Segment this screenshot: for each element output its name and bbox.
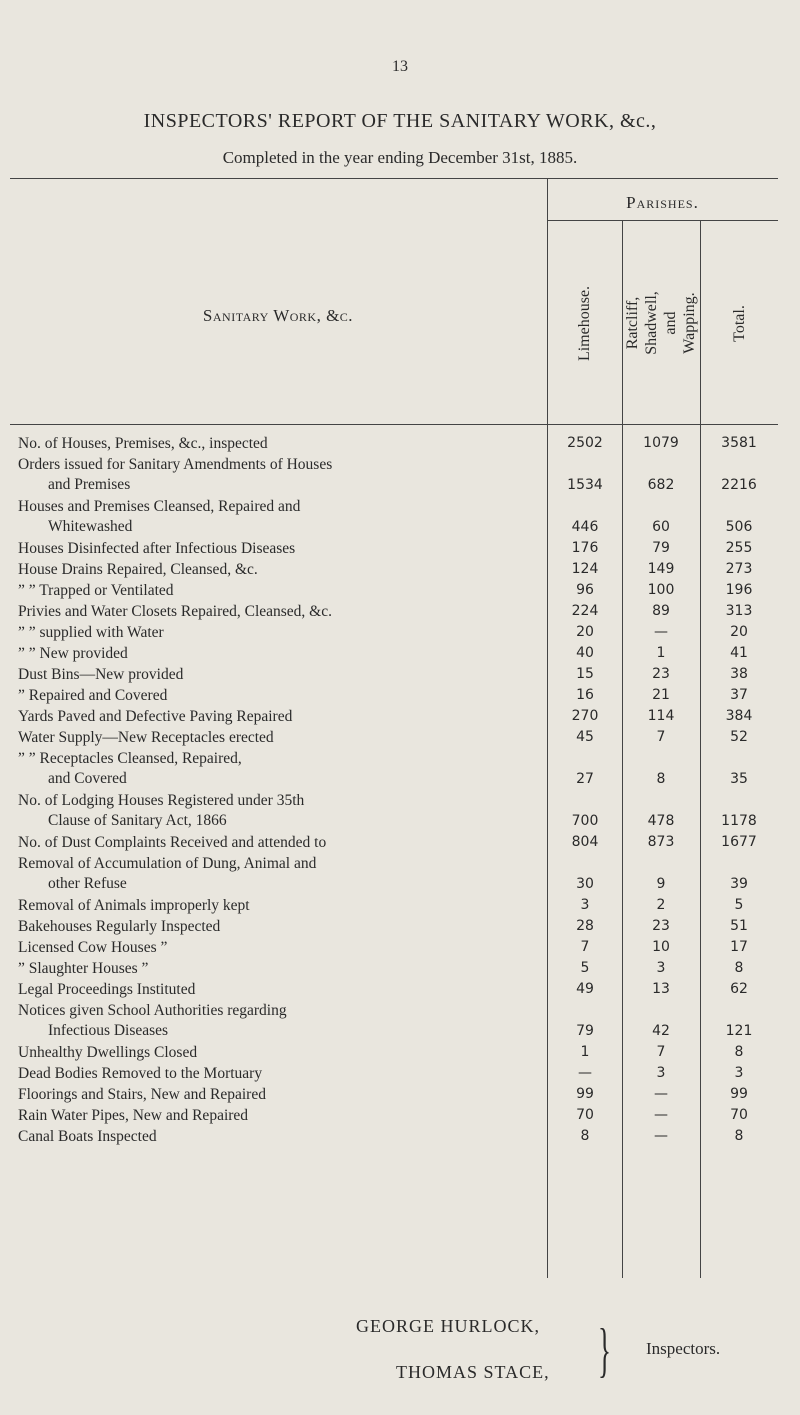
cell-c1: 176 bbox=[571, 540, 599, 556]
cell-c2: 7 bbox=[656, 729, 666, 745]
cell-c2: 3 bbox=[656, 1065, 666, 1081]
cell-c3: 8 bbox=[734, 1128, 744, 1144]
table-row bbox=[10, 959, 778, 980]
row-label: Floorings and Stairs, New and Repaired bbox=[18, 1086, 266, 1103]
cell-c3: 41 bbox=[730, 645, 748, 661]
table-row bbox=[10, 644, 778, 665]
cell-c1: 7 bbox=[580, 939, 590, 955]
cell-c1: 96 bbox=[576, 582, 594, 598]
cell-c3: 51 bbox=[730, 918, 748, 934]
cell-c1: 8 bbox=[580, 1128, 590, 1144]
cell-c2: — bbox=[654, 1128, 668, 1144]
brace-icon: } bbox=[598, 1317, 611, 1383]
row-label: Yards Paved and Defective Paving Repaired bbox=[18, 708, 293, 725]
cell-c2: 10 bbox=[652, 939, 670, 955]
sanitary-work-header: Sanitary Work, &c. bbox=[202, 306, 354, 325]
parishes-header: Parishes. bbox=[626, 193, 699, 212]
table-row bbox=[10, 896, 778, 917]
row-label: ” ” supplied with Water bbox=[18, 624, 164, 641]
cell-c2: 2 bbox=[656, 897, 666, 913]
cell-c3: 506 bbox=[725, 519, 753, 535]
row-label: Legal Proceedings Instituted bbox=[18, 981, 196, 998]
table-row bbox=[10, 1106, 778, 1127]
col-limehouse-header: Limehouse. bbox=[576, 285, 593, 361]
cell-c2: 3 bbox=[656, 960, 666, 976]
row-label: ” ” Trapped or Ventilated bbox=[18, 582, 174, 599]
cell-c1: 124 bbox=[571, 561, 599, 577]
table-row bbox=[10, 665, 778, 686]
row-label: Water Supply—New Receptacles erected bbox=[18, 729, 274, 746]
cell-c2: 114 bbox=[647, 708, 675, 724]
row-label: No. of Lodging Houses Registered under 35th Clause of Sanitary Act, 1866 bbox=[18, 792, 305, 829]
cell-c1: 1534 bbox=[567, 477, 603, 493]
cell-c2: 873 bbox=[647, 834, 675, 850]
cell-c1: 15 bbox=[576, 666, 594, 682]
cell-c3: 121 bbox=[725, 1023, 753, 1039]
cell-c3: 2216 bbox=[721, 477, 757, 493]
row-label: No. of Houses, Premises, &c., inspected bbox=[18, 435, 268, 452]
cell-c1: 5 bbox=[580, 960, 590, 976]
row-label: Removal of Accumulation of Dung, Animal and other Refuse bbox=[18, 855, 317, 892]
cell-c2: 1 bbox=[656, 645, 666, 661]
row-label: Orders issued for Sanitary Amendments of Houses and Premises bbox=[18, 456, 333, 493]
sanitary-work-table bbox=[10, 178, 778, 1278]
row-label: Licensed Cow Houses ” bbox=[18, 939, 168, 956]
cell-c2: 682 bbox=[647, 477, 675, 493]
cell-c2: 89 bbox=[652, 603, 670, 619]
cell-c1: 3 bbox=[580, 897, 590, 913]
table-row bbox=[10, 917, 778, 938]
cell-c2: 1079 bbox=[643, 435, 679, 451]
cell-c2: 60 bbox=[652, 519, 670, 535]
row-label: No. of Dust Complaints Received and attended to bbox=[18, 834, 327, 851]
table-row bbox=[10, 1127, 778, 1148]
cell-c1: — bbox=[578, 1065, 592, 1081]
cell-c1: 28 bbox=[576, 918, 594, 934]
cell-c3: 62 bbox=[730, 981, 748, 997]
report-title: INSPECTORS' REPORT OF THE SANITARY WORK, &c., bbox=[143, 110, 657, 132]
page-number: 13 bbox=[392, 58, 408, 75]
cell-c3: 35 bbox=[730, 771, 748, 787]
col-ratcliff-header: Ratcliff, Shadwell, and Wapping. bbox=[624, 291, 698, 355]
signature-stace: THOMAS STACE, bbox=[396, 1362, 550, 1382]
cell-c3: 39 bbox=[730, 876, 748, 892]
cell-c1: 16 bbox=[576, 687, 594, 703]
row-label: ” Slaughter Houses ” bbox=[18, 960, 149, 977]
signature-hurlock: GEORGE HURLOCK, bbox=[356, 1316, 540, 1336]
cell-c2: 100 bbox=[647, 582, 675, 598]
cell-c3: 52 bbox=[730, 729, 748, 745]
cell-c3: 99 bbox=[730, 1086, 748, 1102]
cell-c2: 21 bbox=[652, 687, 670, 703]
cell-c2: — bbox=[654, 624, 668, 640]
table-row bbox=[10, 728, 778, 749]
cell-c3: 313 bbox=[725, 603, 753, 619]
cell-c2: 478 bbox=[647, 813, 675, 829]
row-label: Bakehouses Regularly Inspected bbox=[18, 918, 221, 935]
table-row bbox=[10, 539, 778, 560]
cell-c2: 13 bbox=[652, 981, 670, 997]
cell-c2: 149 bbox=[647, 561, 675, 577]
cell-c1: 79 bbox=[576, 1023, 594, 1039]
table-row bbox=[10, 686, 778, 707]
row-label: ” ” Receptacles Cleansed, Repaired, and Covered bbox=[18, 750, 242, 787]
cell-c3: 37 bbox=[730, 687, 748, 703]
table-row bbox=[10, 707, 778, 728]
table-row bbox=[10, 455, 778, 497]
cell-c2: 9 bbox=[656, 876, 666, 892]
row-label: Canal Boats Inspected bbox=[18, 1128, 157, 1145]
cell-c1: 99 bbox=[576, 1086, 594, 1102]
cell-c3: 20 bbox=[730, 624, 748, 640]
cell-c2: 42 bbox=[652, 1023, 670, 1039]
cell-c3: 70 bbox=[730, 1107, 748, 1123]
inspectors-label: Inspectors. bbox=[646, 1339, 721, 1358]
cell-c1: 70 bbox=[576, 1107, 594, 1123]
cell-c2: — bbox=[654, 1107, 668, 1123]
row-label: Unhealthy Dwellings Closed bbox=[18, 1044, 198, 1061]
row-label: Notices given School Authorities regarding Infectious Diseases bbox=[18, 1002, 287, 1039]
table-row bbox=[10, 833, 778, 854]
cell-c3: 8 bbox=[734, 1044, 744, 1060]
cell-c3: 1178 bbox=[721, 813, 757, 829]
cell-c1: 1 bbox=[580, 1044, 590, 1060]
cell-c3: 273 bbox=[725, 561, 753, 577]
table-row bbox=[10, 1085, 778, 1106]
table-row bbox=[10, 980, 778, 1001]
table-row bbox=[10, 938, 778, 959]
table-row bbox=[10, 749, 778, 791]
row-label: Dust Bins—New provided bbox=[18, 666, 184, 683]
cell-c2: 23 bbox=[652, 918, 670, 934]
cell-c1: 2502 bbox=[567, 435, 603, 451]
table-row bbox=[10, 497, 778, 539]
table-row bbox=[10, 623, 778, 644]
parishes-rule bbox=[547, 220, 778, 221]
cell-c1: 700 bbox=[571, 813, 599, 829]
row-label: Dead Bodies Removed to the Mortuary bbox=[18, 1065, 263, 1082]
table-row bbox=[10, 602, 778, 623]
cell-c1: 446 bbox=[571, 519, 599, 535]
cell-c2: 7 bbox=[656, 1044, 666, 1060]
row-label: Houses Disinfected after Infectious Diseases bbox=[18, 540, 296, 557]
cell-c1: 20 bbox=[576, 624, 594, 640]
cell-c1: 49 bbox=[576, 981, 594, 997]
table-row bbox=[10, 1043, 778, 1064]
cell-c3: 3581 bbox=[721, 435, 757, 451]
cell-c1: 270 bbox=[571, 708, 599, 724]
cell-c3: 196 bbox=[725, 582, 753, 598]
cell-c3: 5 bbox=[734, 897, 744, 913]
cell-c1: 804 bbox=[571, 834, 599, 850]
cell-c3: 255 bbox=[725, 540, 753, 556]
cell-c3: 384 bbox=[725, 708, 753, 724]
col-total-header: Total. bbox=[730, 304, 748, 342]
cell-c2: 79 bbox=[652, 540, 670, 556]
table-row bbox=[10, 791, 778, 833]
report-subtitle: Completed in the year ending December 31st, 1885. bbox=[222, 148, 578, 167]
cell-c3: 38 bbox=[730, 666, 748, 682]
cell-c3: 8 bbox=[734, 960, 744, 976]
cell-c2: 23 bbox=[652, 666, 670, 682]
row-label: House Drains Repaired, Cleansed, &c. bbox=[18, 561, 258, 578]
cell-c3: 17 bbox=[730, 939, 748, 955]
table-row bbox=[10, 1001, 778, 1043]
cell-c2: 8 bbox=[656, 771, 666, 787]
table-top-rule bbox=[10, 178, 778, 179]
row-label: ” ” New provided bbox=[18, 645, 128, 662]
cell-c1: 30 bbox=[576, 876, 594, 892]
cell-c1: 45 bbox=[576, 729, 594, 745]
row-label: Houses and Premises Cleansed, Repaired and Whitewashed bbox=[18, 498, 301, 535]
cell-c1: 27 bbox=[576, 771, 594, 787]
cell-c1: 40 bbox=[576, 645, 594, 661]
cell-c3: 3 bbox=[734, 1065, 744, 1081]
cell-c1: 224 bbox=[571, 603, 599, 619]
row-label: ” Repaired and Covered bbox=[18, 687, 168, 704]
row-label: Removal of Animals improperly kept bbox=[18, 897, 250, 914]
table-row bbox=[10, 1064, 778, 1085]
cell-c2: — bbox=[654, 1086, 668, 1102]
row-label: Rain Water Pipes, New and Repaired bbox=[18, 1107, 249, 1124]
table-row bbox=[10, 854, 778, 896]
header-bottom-rule bbox=[10, 424, 778, 425]
table-row bbox=[10, 434, 778, 455]
row-label: Privies and Water Closets Repaired, Cleansed, &c. bbox=[18, 603, 332, 620]
table-row bbox=[10, 560, 778, 581]
table-row bbox=[10, 581, 778, 602]
cell-c3: 1677 bbox=[721, 834, 757, 850]
